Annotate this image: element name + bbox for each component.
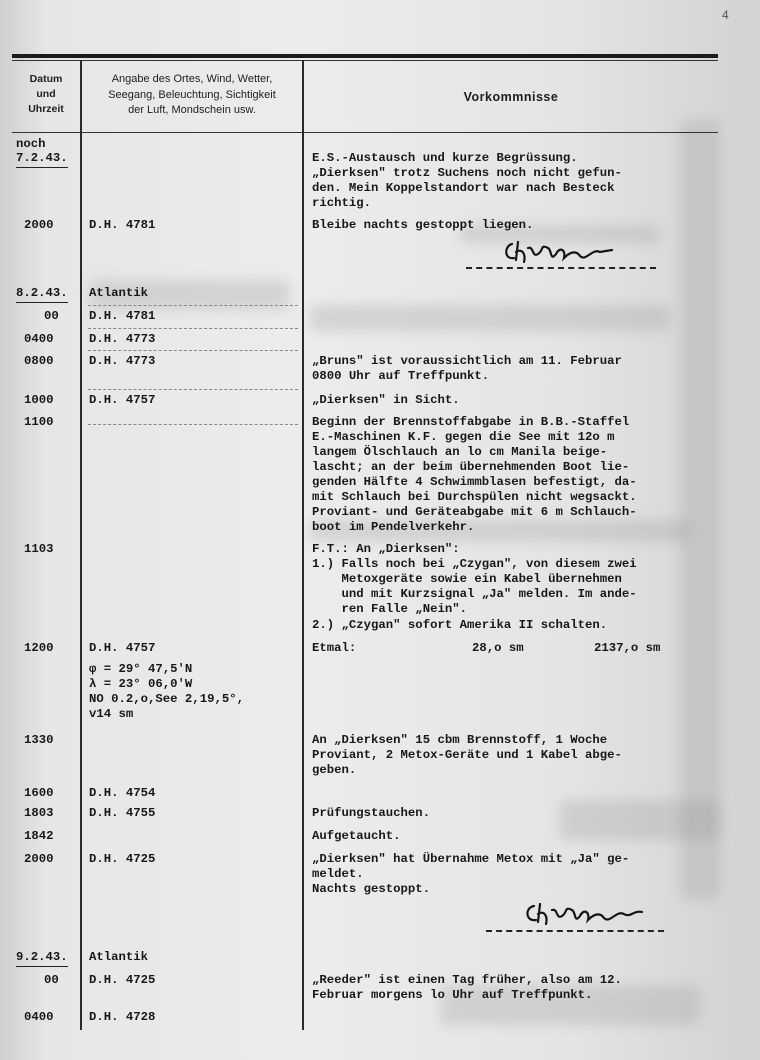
event-line: 2.) „Czygan" sofort Amerika II schalten.	[312, 618, 608, 632]
time: 00	[44, 309, 59, 323]
signature-line	[486, 930, 664, 932]
date-7-2-43: 7.2.43.	[16, 151, 68, 168]
location: Atlantik	[89, 950, 149, 964]
event-line: und mit Kurzsignal „Ja" melden. Im ande-	[312, 587, 637, 601]
event-line: richtig.	[312, 196, 372, 210]
event-line: Beginn der Brennstoffabgabe in B.B.-Staffel	[312, 415, 630, 429]
event-line: E.S.-Austausch und kurze Begrüssung.	[312, 151, 578, 165]
event-line: „Reeder" ist einen Tag früher, also am 12.	[312, 973, 622, 987]
grid-square: D.H. 4773	[89, 354, 156, 368]
event-line: E.-Maschinen K.F. gegen die See mit 12o m	[312, 430, 615, 444]
time: 1600	[24, 786, 54, 800]
top-rule	[12, 54, 718, 58]
time: 1330	[24, 733, 54, 747]
event-line: mit Schlauch bei Durchspülen nicht wegsackt.	[312, 490, 637, 504]
time: 00	[44, 973, 59, 987]
header-vorkommnisse: Vorkommnisse	[463, 90, 559, 104]
grid-square: D.H. 4757	[89, 393, 156, 407]
top-rule-thin	[12, 60, 718, 61]
grid-square: D.H. 4725	[89, 973, 156, 987]
event-line: boot im Pendelverkehr.	[312, 520, 475, 534]
row-separator	[88, 305, 298, 306]
position-lon: λ = 23° 06,0'W	[89, 677, 193, 691]
header-ort: Angabe des Ortes, Wind, Wetter, Seegang, Beleuchtung, Sichtigkeit der Luft, Mondschein usw.	[108, 73, 276, 116]
weather: NO 0.2,o,See 2,19,5°,	[89, 692, 244, 706]
position-lat: φ = 29° 47,5'N	[89, 662, 193, 676]
event-line: „Dierksen" trotz Suchens noch nicht gefun-	[312, 166, 622, 180]
date-8-2-43: 8.2.43.	[16, 286, 68, 303]
signature-line	[466, 267, 656, 269]
date-9-2-43: 9.2.43.	[16, 950, 68, 967]
bleed-through	[310, 305, 670, 331]
event-line: Februar morgens lo Uhr auf Treffpunkt.	[312, 988, 593, 1002]
location: Atlantik	[89, 286, 149, 300]
header-datum: Datum und Uhrzeit	[28, 73, 64, 115]
visibility: v14 sm	[89, 707, 134, 721]
event-line: ren Falle „Nein".	[312, 602, 467, 616]
bleed-through	[680, 120, 720, 900]
event-line: „Dierksen" hat Übernahme Metox mit „Ja" ge-	[312, 852, 630, 866]
header-rule	[12, 132, 718, 133]
row-separator	[88, 328, 298, 329]
event-line: F.T.: An „Dierksen":	[312, 542, 460, 556]
grid-square: D.H. 4773	[89, 332, 156, 346]
event-line: langem Ölschlauch an lo cm Manila beige-	[312, 445, 608, 459]
event-line: den. Mein Koppelstandort war nach Besteck	[312, 181, 615, 195]
event-line: genden Hälfte 4 Schwimmblasen befestigt, da-	[312, 475, 637, 489]
event-line: lascht; an der beim übernehmenden Boot lie-	[312, 460, 630, 474]
time: 0800	[24, 354, 54, 368]
time: 0400	[24, 1010, 54, 1024]
event-line: Metoxgeräte sowie ein Kabel übernehmen	[312, 572, 622, 586]
time: 1200	[24, 641, 54, 655]
event-line: Nachts gestoppt.	[312, 882, 431, 896]
event-line: „Dierksen" in Sicht.	[312, 393, 460, 407]
event-line: 0800 Uhr auf Treffpunkt.	[312, 369, 490, 383]
grid-square: D.H. 4728	[89, 1010, 156, 1024]
grid-square: D.H. 4781	[89, 309, 156, 323]
grid-square: D.H. 4781	[89, 218, 156, 232]
event-line: Bleibe nachts gestoppt liegen.	[312, 218, 534, 232]
event-line: geben.	[312, 763, 357, 777]
time: 1100	[24, 415, 54, 429]
grid-square: D.H. 4757	[89, 641, 156, 655]
time: 2000	[24, 852, 54, 866]
etmal-label: Etmal:	[312, 641, 357, 655]
event-line: „Bruns" ist voraussichtlich am 11. Februar	[312, 354, 622, 368]
signature	[500, 232, 620, 268]
row-separator	[88, 350, 298, 351]
grid-square: D.H. 4754	[89, 786, 156, 800]
row-separator	[88, 389, 298, 390]
grid-square: D.H. 4725	[89, 852, 156, 866]
event-line: meldet.	[312, 867, 364, 881]
event-line: An „Dierksen" 15 cbm Brennstoff, 1 Woche	[312, 733, 608, 747]
page-mark: 4	[722, 8, 729, 22]
signature	[520, 896, 650, 930]
event-line: Prüfungstauchen.	[312, 806, 431, 820]
etmal-total: 2137,o sm	[594, 641, 661, 655]
time: 1000	[24, 393, 54, 407]
date-cont: noch	[16, 137, 46, 151]
grid-square: D.H. 4755	[89, 806, 156, 820]
event-line: 1.) Falls noch bei „Czygan", von diesem zwei	[312, 557, 637, 571]
column-divider	[80, 60, 82, 1030]
event-line: Proviant- und Geräteabgabe mit 6 m Schlauch-	[312, 505, 637, 519]
time: 1803	[24, 806, 54, 820]
time: 0400	[24, 332, 54, 346]
etmal-day: 28,o sm	[472, 641, 524, 655]
time: 1103	[24, 542, 54, 556]
event-line: Proviant, 2 Metox-Geräte und 1 Kabel abge-	[312, 748, 622, 762]
time: 2000	[24, 218, 54, 232]
column-divider	[302, 60, 304, 1030]
event-line: Aufgetaucht.	[312, 829, 401, 843]
time: 1842	[24, 829, 54, 843]
row-separator	[88, 424, 298, 425]
